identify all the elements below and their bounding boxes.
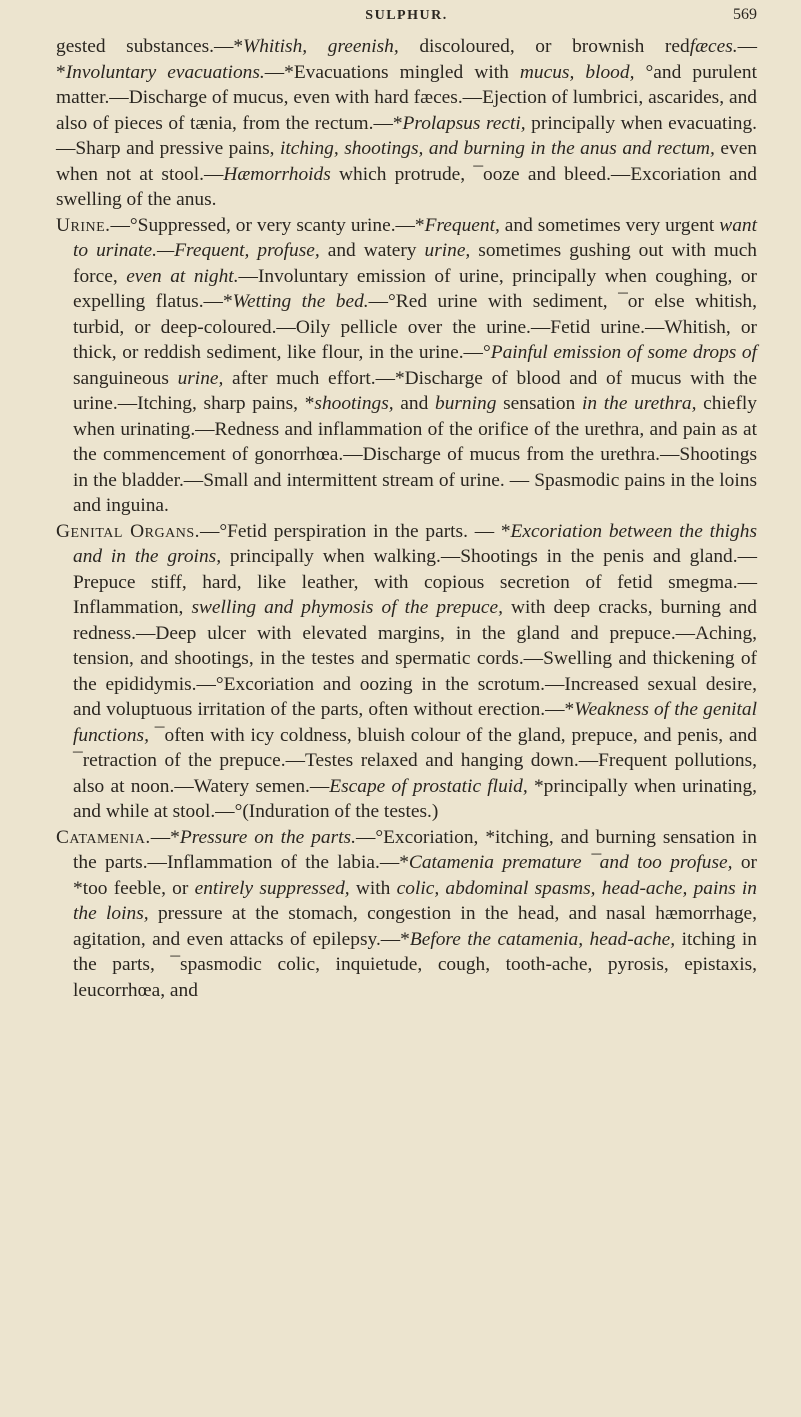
body-text-run: pressure at the stomach, congestion in the head, and nasal hæmorrhage, agitation, and even attacks of epilepsy.—* bbox=[73, 903, 757, 950]
section-heading: Urine. bbox=[56, 214, 111, 236]
body-text-run: —°Suppressed, or very scanty urine.—* bbox=[110, 214, 425, 236]
body-text-run: and watery bbox=[319, 240, 425, 261]
page-number: 569 bbox=[733, 6, 757, 23]
body-text-run: *principally when urinating, and while at stool.—°(Induration of the testes.) bbox=[73, 775, 757, 822]
emphasis-text: burning bbox=[435, 393, 497, 414]
paragraph-urine bbox=[56, 213, 757, 519]
body-text-run: principally when evacuating.—Sharp and pressive pains, bbox=[56, 112, 758, 159]
body-text-run: —°Excoriation, *itching, and burning sensation in the parts.—Inflammation of the labia.—* bbox=[73, 826, 757, 873]
emphasis-text: swelling and phymosis of the prepuce, bbox=[191, 597, 503, 618]
running-head bbox=[56, 0, 757, 34]
emphasis-text: Before the catamenia, head-ache, bbox=[409, 928, 676, 950]
body-text-run: after much effort.—*Discharge of blood and of mucus with the urine.—Itching, sharp pains, * bbox=[73, 367, 757, 414]
body-text-run: principally when walking.—Shootings in the penis and gland.—Prepuce stiff, hard, like leather, with copious secretion of fetid smegma.—Inflammation, bbox=[73, 546, 757, 618]
paragraph-genital-organs bbox=[56, 519, 757, 825]
body-text-run: which protrude, ¯ooze and bleed.—Excoriation and swelling of the anus. bbox=[56, 163, 757, 210]
body-text-run: with bbox=[349, 877, 397, 899]
emphasis-text: in the urethra, bbox=[581, 393, 697, 414]
emphasis-text: shootings, bbox=[314, 393, 394, 414]
emphasis-text: colic, abdominal spasms, head-ache, pains in the loins, bbox=[73, 877, 757, 924]
body-text-run: sensation bbox=[496, 393, 582, 414]
emphasis-text: Involuntary evacuations. bbox=[65, 61, 265, 83]
body-text-run: or *too feeble, or bbox=[73, 852, 757, 899]
emphasis-text: Excoriation between the thighs and in the groins, bbox=[73, 520, 757, 567]
emphasis-text: Escape of prostatic fluid, bbox=[329, 775, 528, 797]
body-text-run: and bbox=[393, 393, 435, 414]
body-text-run: —* bbox=[150, 826, 180, 848]
section-heading: Genital Organs. bbox=[56, 520, 200, 542]
body-text-run: —Involuntary emission of urine, principally when coughing, or expelling flatus.—* bbox=[73, 265, 757, 312]
body-text bbox=[56, 34, 757, 1003]
body-text-run: gested substances.—* bbox=[56, 36, 244, 57]
body-text-run: with deep cracks, burning and redness.—Deep ulcer with elevated margins, in the gland and prepuce.—Aching, tension, and shootings, in the testes and spermatic cords.—Swelling and thickening of the epididymis.—°Excoriation and oozing in the scrotum.—Increased sexual desire, and voluptuous irritation of the parts, often without erection.—* bbox=[73, 597, 757, 720]
running-title: SULPHUR. bbox=[365, 8, 448, 23]
emphasis-text: itching, shootings, and burning in the anus and rectum, bbox=[279, 138, 715, 159]
emphasis-text: Whitish, greenish, bbox=[243, 36, 399, 57]
body-text-run: sometimes gushing out with much force, bbox=[73, 240, 758, 287]
body-text-run: ¯often with icy coldness, bluish colour of the gland, prepuce, and penis, and ¯retraction of the prepuce.—Testes relaxed and hanging down.—Frequent pollutions, also at noon.—Watery semen.— bbox=[73, 724, 757, 797]
body-text-run: even when not at stool.— bbox=[56, 138, 758, 185]
emphasis-text: urine, bbox=[424, 240, 471, 261]
emphasis-text: Prolapsus recti, bbox=[402, 112, 526, 134]
body-text-run: —* bbox=[56, 36, 758, 83]
section-heading: Catamenia. bbox=[56, 826, 151, 848]
emphasis-text: Pressure on the parts. bbox=[179, 826, 356, 848]
emphasis-text: fæces. bbox=[689, 36, 738, 57]
emphasis-text: Wetting the bed. bbox=[232, 291, 369, 312]
emphasis-text: Hæmorrhoids bbox=[223, 163, 331, 185]
emphasis-text: mucus, blood, bbox=[519, 61, 635, 83]
body-text-run: discoloured, or brownish red bbox=[398, 36, 690, 57]
body-text-run: and sometimes very urgent bbox=[499, 214, 720, 236]
emphasis-text: Frequent, bbox=[424, 214, 500, 236]
body-text-run: —*Evacuations mingled with bbox=[264, 61, 520, 83]
body-text-run: °and purulent matter.—Discharge of mucus, even with hard fæces.—Ejection of lumbrici, ascarides, and also of pieces of tænia, from the rectum.—* bbox=[56, 61, 757, 134]
body-text-run: —°Red urine with sediment, ¯or else whitish, turbid, or deep-coloured.—Oily pellicle over the urine.—Fetid urine.—Whitish, or thick, or reddish sediment, like flour, in the urine.—° bbox=[73, 291, 757, 363]
emphasis-text: want to urinate.—Frequent, profuse, bbox=[73, 214, 757, 261]
emphasis-text: urine, bbox=[177, 367, 224, 389]
emphasis-text: entirely suppressed, bbox=[194, 877, 350, 899]
paragraph-catamenia bbox=[56, 825, 757, 1004]
emphasis-text: even at night. bbox=[126, 265, 239, 287]
body-text-run: —°Fetid perspiration in the parts. — * bbox=[199, 520, 511, 542]
emphasis-text: Painful emission of some drops of bbox=[490, 342, 757, 363]
paragraph-stool-continued bbox=[56, 34, 757, 213]
emphasis-text: Catamenia premature ¯and too profuse, bbox=[408, 852, 733, 873]
body-text-run: itching in the parts, ¯spasmodic colic, inquietude, cough, tooth-ache, pyrosis, epistaxis, leucorrhœa, and bbox=[73, 928, 757, 1001]
emphasis-text: Weakness of the genital functions, bbox=[73, 699, 757, 746]
body-text-run: sanguineous bbox=[73, 367, 178, 389]
body-text-run: chiefly when urinating.—Redness and inflammation of the orifice of the urethra, and pain as at the commencement of gonorrhœa.—Discharge of mucus from the urethra.—Shootings in the bladder.—Small and intermittent stream of urine. — Spasmodic pains in the loins and inguina. bbox=[73, 393, 757, 516]
